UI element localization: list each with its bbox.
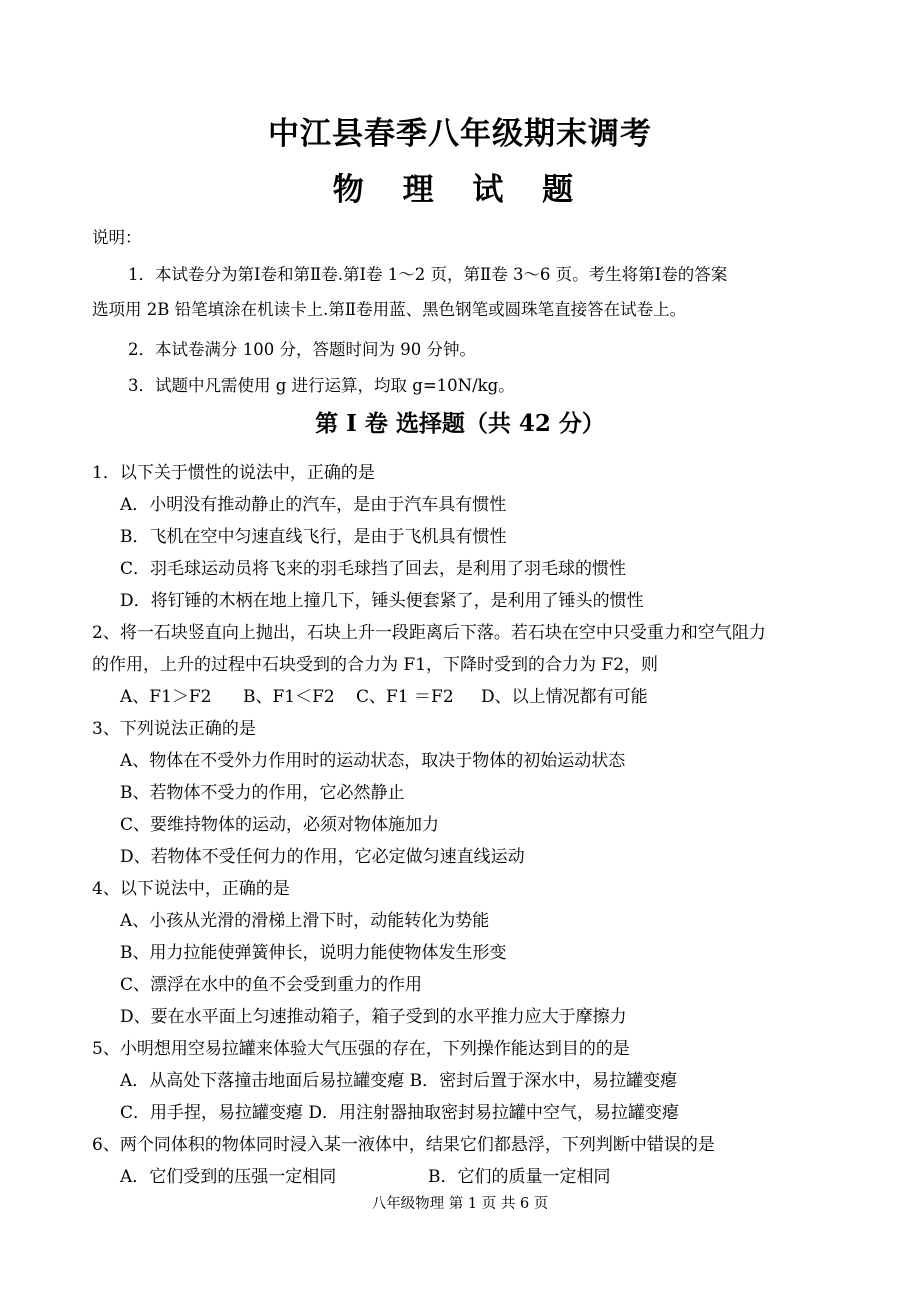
question-6-option-b: B．它们的质量一定相同 (428, 1167, 611, 1187)
subject-title: 物 理 试 题 (332, 172, 588, 208)
question-3-stem: 3、下列说法正确的是 (92, 719, 256, 739)
question-1-stem: 1．以下关于惯性的说法中，正确的是 (92, 463, 375, 483)
question-4-option-a: A、小孩从光滑的滑梯上滑下时，动能转化为势能 (120, 911, 490, 931)
question-1-option-a: A．小明没有推动静止的汽车，是由于汽车具有惯性 (120, 495, 507, 515)
instruction-3: 3．试题中凡需使用 g 进行运算，均取 g=10N/kg。 (128, 376, 515, 395)
question-2-option-b: B、F1＜F2 (243, 687, 335, 707)
question-1-option-c: C．羽毛球运动员将飞来的羽毛球挡了回去，是利用了羽毛球的惯性 (120, 559, 627, 579)
question-3-option-a: A、物体在不受外力作用时的运动状态，取决于物体的初始运动状态 (120, 751, 626, 771)
question-2-option-d: D、以上情况都有可能 (481, 687, 648, 707)
question-5-stem: 5、小明想用空易拉罐来体验大气压强的存在，下列操作能达到目的的是 (92, 1039, 630, 1059)
question-5-options-a-b: A．从高处下落撞击地面后易拉罐变瘪 B．密封后置于深水中，易拉罐变瘪 (120, 1071, 678, 1091)
question-4-option-c: C、漂浮在水中的鱼不会受到重力的作用 (120, 975, 423, 995)
question-2-stem-line-2: 的作用，上升的过程中石块受到的合力为 F1，下降时受到的合力为 F2，则 (92, 655, 659, 675)
question-2-stem-line-1: 2、将一石块竖直向上抛出，石块上升一段距离后下落。若石块在空中只受重力和空气阻力 (92, 623, 766, 643)
section-title: 第 I 卷 选择题（共 42 分） (315, 410, 605, 437)
instruction-1-line-1: 1．本试卷分为第Ⅰ卷和第Ⅱ卷.第Ⅰ卷 1～2 页，第Ⅱ卷 3～6 页。考生将第Ⅰ卷的答案 (128, 265, 728, 284)
question-2-option-a: A、F1＞F2 (120, 687, 212, 707)
instruction-2: 2．本试卷满分 100 分，答题时间为 90 分钟。 (128, 340, 476, 359)
instructions-label: 说明： (92, 228, 142, 247)
question-4-option-d: D、要在水平面上匀速推动箱子，箱子受到的水平推力应大于摩擦力 (120, 1007, 627, 1027)
question-1-option-d: D．将钉锤的木柄在地上撞几下，锤头便套紧了，是利用了锤头的惯性 (120, 591, 644, 611)
question-6-stem: 6、两个同体积的物体同时浸入某一液体中，结果它们都悬浮，下列判断中错误的是 (92, 1135, 715, 1155)
instruction-1-line-2: 选项用 2B 铅笔填涂在机读卡上.第Ⅱ卷用蓝、黑色钢笔或圆珠笔直接答在试卷上。 (92, 300, 687, 319)
question-2-option-c: C、F1 ＝F2 (356, 687, 454, 707)
page-footer: 八年级物理 第 1 页 共 6 页 (371, 1196, 549, 1212)
question-6-option-a: A．它们受到的压强一定相同 (120, 1167, 337, 1187)
question-3-option-c: C、要维持物体的运动，必须对物体施加力 (120, 815, 440, 835)
exam-title: 中江县春季八年级期末调考 (268, 116, 652, 152)
question-5-options-c-d: C．用手捏，易拉罐变瘪 D．用注射器抽取密封易拉罐中空气，易拉罐变瘪 (120, 1103, 680, 1123)
question-1-option-b: B．飞机在空中匀速直线飞行，是由于飞机具有惯性 (120, 527, 507, 547)
question-4-option-b: B、用力拉能使弹簧伸长，说明力能使物体发生形变 (120, 943, 507, 963)
question-4-stem: 4、以下说法中，正确的是 (92, 879, 290, 899)
question-3-option-d: D、若物体不受任何力的作用，它必定做匀速直线运动 (120, 847, 525, 867)
question-3-option-b: B、若物体不受力的作用，它必然静止 (120, 783, 405, 803)
